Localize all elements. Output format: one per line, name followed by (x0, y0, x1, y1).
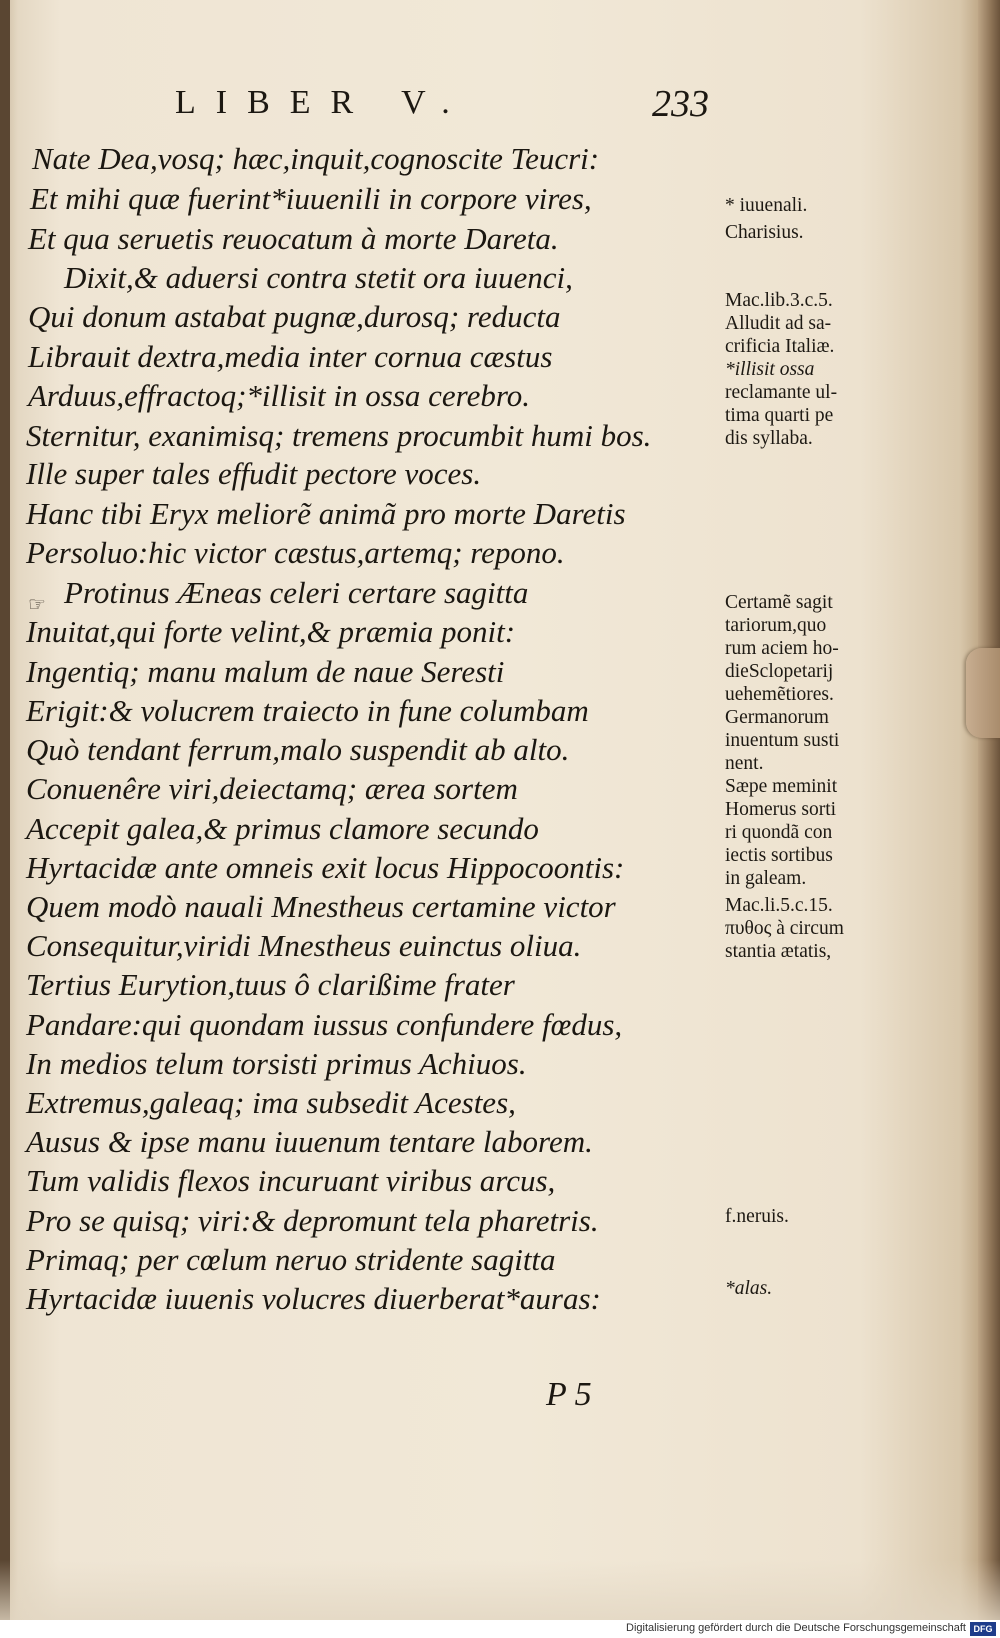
pointing-hand-icon: ☞ (28, 594, 46, 616)
verse-line: Sternitur, exanimisq; tremens procumbit humi bos. (26, 418, 652, 453)
verse-line: Qui donum astabat pugnæ,durosq; reducta (28, 299, 561, 334)
verse-line: Conuenêre viri,deiectamq; ærea sortem (26, 771, 518, 806)
verse-line: Accepit galea,& primus clamore secundo (26, 811, 539, 846)
margin-note: iectis sortibus (725, 845, 833, 866)
margin-note: Mac.lib.3.c.5. (725, 290, 833, 311)
dfg-logo: DFG (970, 1622, 996, 1636)
margin-note: Certamẽ sagit (725, 592, 833, 613)
verse-line: Pro se quisq; viri:& depromunt tela pharetris. (26, 1203, 599, 1238)
verse-line: In medios telum torsisti primus Achiuos. (26, 1046, 527, 1081)
page-number: 233 (652, 83, 709, 125)
margin-note: πυθος à circum (725, 918, 844, 939)
verse-line: Et mihi quæ fuerint*iuuenili in corpore vires, (30, 181, 592, 216)
margin-note: tariorum,quo (725, 615, 827, 636)
margin-note: Sæpe meminit (725, 776, 838, 797)
verse-line: Tertius Eurytion,tuus ô clarißime frater (26, 967, 515, 1002)
verse-line: Ille super tales effudit pectore voces. (26, 456, 482, 491)
margin-note: nent. (725, 753, 764, 774)
verse-line: Extremus,galeaq; ima subsedit Acestes, (26, 1085, 516, 1120)
verse-line: Quò tendant ferrum,malo suspendit ab alto. (26, 732, 570, 767)
margin-note: dieSclopetarij (725, 661, 834, 682)
margin-note: Charisius. (725, 222, 804, 243)
verse-line: Erigit:& volucrem traiecto in fune columbam (26, 693, 589, 728)
margin-note: inuentum susti (725, 730, 840, 751)
verse-line: Quem modò nauali Mnestheus certamine victor (26, 889, 616, 924)
verse-line: Librauit dextra,media inter cornua cæstus (28, 339, 553, 374)
verse-line: Consequitur,viridi Mnestheus euinctus oliua. (26, 928, 582, 963)
margin-note: f.neruis. (725, 1206, 789, 1227)
verse-line: Primaq; per cœlum neruo stridente sagitta (26, 1242, 556, 1277)
margin-note: Homerus sorti (725, 799, 837, 820)
margin-note: dis syllaba. (725, 428, 813, 449)
verse-line: Et qua seruetis reuocatum à morte Dareta. (28, 221, 559, 256)
verse-line: Ingentiq; manu malum de naue Seresti (26, 654, 505, 689)
verse-line: Ausus & ipse manu iuuenum tentare laborem. (26, 1124, 593, 1159)
paper-stain (0, 1560, 1000, 1620)
margin-note: * iuuenali. (725, 195, 808, 216)
binding-edge (0, 0, 10, 1638)
margin-note: rum aciem ho- (725, 638, 839, 659)
margin-note: Mac.li.5.c.15. (725, 895, 833, 916)
margin-note: in galeam. (725, 868, 807, 889)
verse-line: Hyrtacidæ iuuenis volucres diuerberat*auras: (26, 1281, 601, 1316)
margin-note: Alludit ad sa- (725, 313, 832, 334)
page-fore-edge (978, 0, 1000, 1638)
verse-line: Tum validis flexos incuruant viribus arcus, (26, 1163, 556, 1198)
verse-line: Hyrtacidæ ante omneis exit locus Hippocoontis: (26, 850, 625, 885)
margin-note: stantia ætatis, (725, 941, 832, 962)
running-title: LIBER V. (175, 84, 470, 121)
footer-credit: Digitalisierung gefördert durch die Deutsche Forschungsgemeinschaft (626, 1622, 966, 1634)
margin-note: tima quarti pe (725, 405, 834, 426)
verse-line: Arduus,effractoq;*illisit in ossa cerebro. (28, 378, 530, 413)
verse-line: Persoluo:hic victor cæstus,artemq; repono. (26, 535, 565, 570)
margin-note: ri quondã con (725, 822, 833, 843)
verse-line: Protinus Æneas celeri certare sagitta (64, 575, 529, 610)
verse-line: Inuitat,qui forte velint,& præmia ponit: (26, 614, 516, 649)
verse-line: Hanc tibi Eryx meliorẽ animã pro morte Daretis (26, 496, 626, 531)
verse-line: Pandare:qui quondam iussus confundere fœdus, (26, 1007, 623, 1042)
margin-note: crificia Italiæ. (725, 336, 835, 357)
verse-line: Dixit,& aduersi contra stetit ora iuuenci, (64, 260, 573, 295)
verse-line: Nate Dea,vosq; hæc,inquit,cognoscite Teucri: (32, 141, 600, 176)
margin-note: *illisit ossa (725, 359, 815, 380)
margin-note: reclamante ul- (725, 382, 838, 403)
signature-mark: P 5 (546, 1376, 592, 1413)
margin-note: uehemẽtiores. (725, 684, 834, 705)
margin-note: Germanorum (725, 707, 829, 728)
page-clip-tab (966, 648, 1000, 738)
margin-note: *alas. (725, 1278, 773, 1299)
